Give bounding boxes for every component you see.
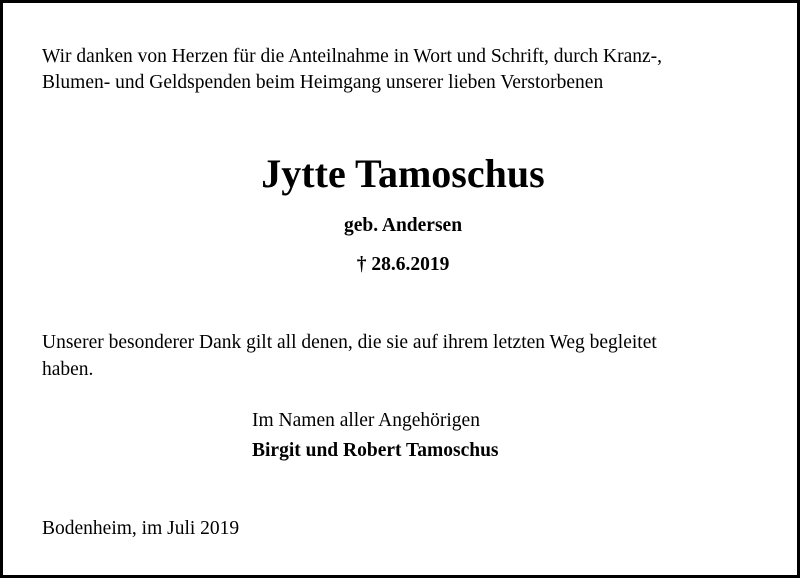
thanks-line: Unserer besonderer Dank gilt all denen, die sie auf ihrem letzten Weg begleitet [42,332,657,353]
deceased-name: Jytte Tamoschus [261,151,545,196]
intro-line: Blumen- und Geldspenden beim Heimgang unserer lieben Verstorbenen [42,72,604,93]
death-date: † 28.6.2019 [356,254,450,275]
maiden-name: geb. Andersen [343,215,463,236]
place-date: Bodenheim, im Juli 2019 [42,518,240,539]
thanks-line: haben. [42,359,94,380]
on-behalf-text: Im Namen aller Angehörigen [252,410,480,431]
signers: Birgit und Robert Tamoschus [252,440,499,461]
intro-text [42,44,772,96]
thanks-text [42,329,772,383]
intro-line: Wir danken von Herzen für die Anteilnahme in Wort und Schrift, durch Kranz-, [42,46,663,67]
